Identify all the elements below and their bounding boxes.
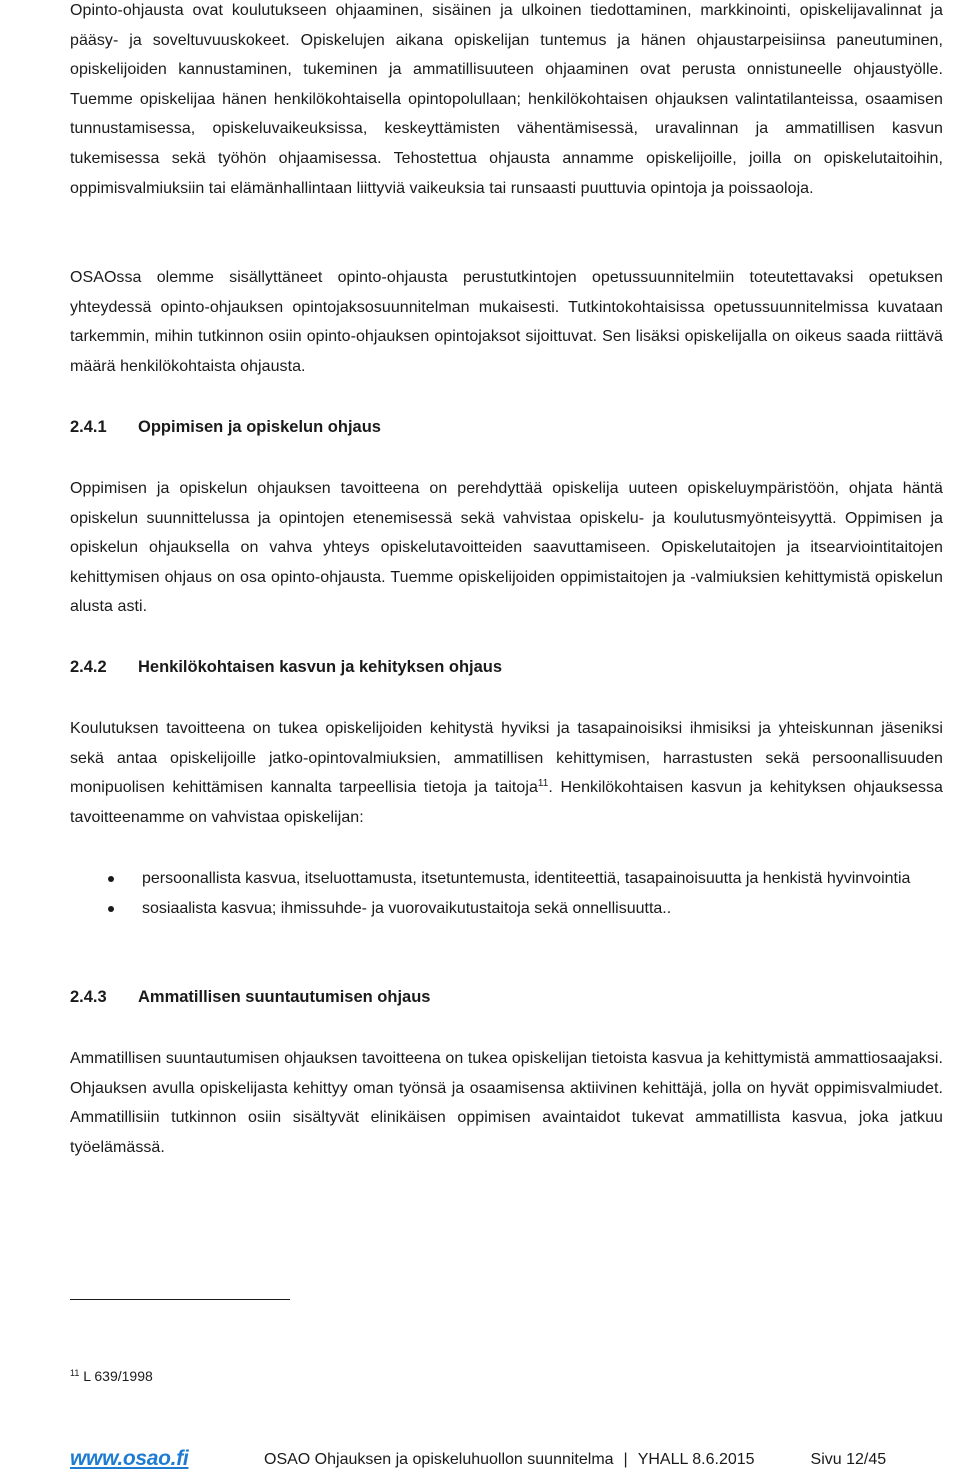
section-heading-2-4-1 bbox=[70, 415, 381, 439]
section-2-4-2-paragraph bbox=[70, 714, 943, 832]
section-2-4-1-paragraph: Oppimisen ja opiskelun ohjauksen tavoitteena on perehdyttää opiskelija uuteen opiskeluympäristöön, ohjata häntä opiskelun suunnittelussa ja opintojen etenemisessä sekä vahvistaa opiskelu- ja koulutusmyönteisyyttä. Oppimisen ja opiskelun ohjauksella on vahva yhteys opiskelutavoitteiden saavuttamiseen. Opiskelutaitojen ja itsearviointitaitojen kehittymisen ohjaus on osa opinto-ohjausta. Tuemme opiskelijoiden oppimistaitojen ja -valmiuksien kehittymistä opiskelun alusta asti. bbox=[70, 480, 943, 616]
list-item bbox=[70, 894, 943, 924]
section-number: 2.4.2 bbox=[70, 658, 107, 676]
footnote bbox=[70, 1366, 153, 1386]
page-number: Sivu 12/45 bbox=[810, 1451, 887, 1468]
bullet-list bbox=[70, 864, 943, 923]
footnote-divider bbox=[70, 1299, 290, 1300]
list-item-text: persoonallista kasvua, itseluottamusta, itsetuntemusta, identiteettiä, tasapainoisuutta ja henkistä hyvinvointia bbox=[142, 870, 911, 887]
separator: | bbox=[623, 1451, 628, 1468]
section-title: Oppimisen ja opiskelun ohjaus bbox=[138, 418, 381, 436]
body-paragraph-2: OSAOssa olemme sisällyttäneet opinto-ohjausta perustutkintojen opetussuunnitelmiin toteutettavaksi opetuksen yhteydessä opinto-ohjauksen opintojaksosuunnitelman mukaisesti. Tutkintokohtaisissa opetussuunnitelmissa kuvataan tarkemmin, mihin tutkinnon osiin opinto-ohjauksen opintojaksot sijoittuvat. Sen lisäksi opiskelijalla on oikeus saada riittävä määrä henkilökohtaista ohjausta. bbox=[70, 269, 943, 375]
section-number: 2.4.3 bbox=[70, 988, 107, 1006]
document-title: OSAO Ohjauksen ja opiskeluhuollon suunnitelma bbox=[264, 1451, 614, 1468]
section-number: 2.4.1 bbox=[70, 418, 107, 436]
document-version: YHALL 8.6.2015 bbox=[637, 1451, 755, 1468]
section-heading-2-4-3 bbox=[70, 985, 430, 1009]
section-2-4-3-paragraph: Ammatillisen suuntautumisen ohjauksen tavoitteena on tukea opiskelijan tietoista kasvua ja kehittymistä ammattiosaajaksi. Ohjauksen avulla opiskelijasta kehittyy oman työnsä ja osaamisensa aktiivinen kehittäjä, jolla on hyvät oppimisvalmiudet. Ammatillisiin tutkinnon osiin sisältyvät elinikäisen oppimisen avaintaidot tukevat ammatillista kasvua, joka jatkuu työelämässä. bbox=[70, 1050, 943, 1156]
footer-info bbox=[264, 1451, 886, 1469]
list-item-text: sosiaalista kasvua; ihmissuhde- ja vuorovaikutustaitoja sekä onnellisuutta.. bbox=[142, 899, 672, 917]
paragraph-text: . Henkilökohtaisen kasvun ja kehityksen ohjauksessa tavoitteenamme on vahvistaa opiskelijan: bbox=[70, 779, 943, 826]
footnote-reference[interactable]: 11 bbox=[537, 778, 549, 790]
body-paragraph-1: Opinto-ohjausta ovat koulutukseen ohjaaminen, sisäinen ja ulkoinen tiedottaminen, markkinointi, opiskelijavalinnat ja pääsy- ja soveltuvuuskokeet. Opiskelujen aikana opiskelijan tuntemus ja hänen ohjaustarpeisiinsa paneutuminen, opiskelijoiden kannustaminen, tukeminen ja ammatillisuuteen ohjaaminen ovat perusta onnistuneelle ohjaustyölle. Tuemme opiskelijaa hänen henkilökohtaisella opintopolullaan; henkilökohtaisen ohjauksen valintatilanteissa, osaamisen tunnustamisessa, opiskeluvaikeuksissa, keskeyttämisten vähentämisessä, uravalinnan ja ammatillisen kasvun tukemisessa sekä työhön ohjaamisessa. Tehostettua ohjausta annamme opiskelijoille, joilla on opiskelutaitoihin, oppimisvalmiuksiin tai elämänhallintaan liittyviä vaikeuksia tai runsaasti puuttuvia opintoja ja poissaoloja. bbox=[70, 2, 943, 197]
section-title: Ammatillisen suuntautumisen ohjaus bbox=[138, 988, 431, 1006]
section-heading-2-4-2 bbox=[70, 655, 502, 679]
bullet-icon bbox=[108, 876, 114, 882]
footnote-text: L 639/1998 bbox=[83, 1368, 153, 1384]
website-link[interactable]: www.osao.fi bbox=[70, 1447, 189, 1470]
bullet-icon bbox=[108, 906, 114, 912]
footnote-number: 11 bbox=[70, 1368, 80, 1378]
paragraph-text: Koulutuksen tavoitteena on tukea opiskelijoiden kehitystä hyviksi ja tasapainoisiksi ihmisiksi ja yhteiskunnan jäseniksi sekä antaa opiskelijoille jatko-opintovalmiuksien, ammatillisen kehittymisen, harrastusten sekä persoonallisuuden monipuolisen kehittämisen kannalta tarpeellisia tietoja ja taitoja bbox=[70, 720, 943, 797]
section-title: Henkilökohtaisen kasvun ja kehityksen ohjaus bbox=[138, 658, 503, 676]
list-item bbox=[70, 864, 943, 894]
